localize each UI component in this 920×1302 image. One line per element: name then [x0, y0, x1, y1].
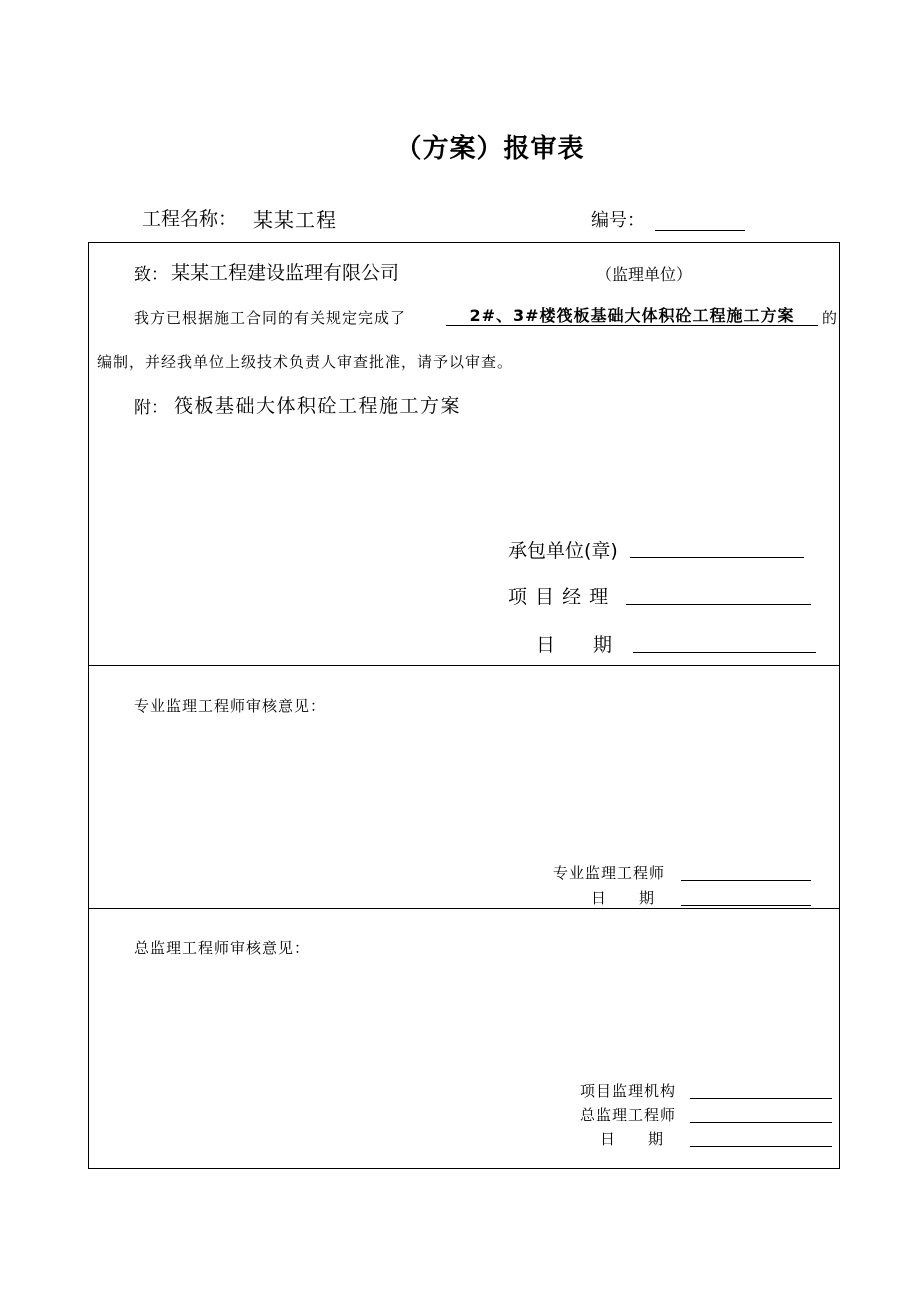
statement-text-start: 我方已根据施工合同的有关规定完成了: [134, 309, 407, 327]
section3-date-label: 日 期: [600, 1130, 665, 1148]
section1-date-label: 日 期: [536, 634, 613, 656]
project-name-label: 工程名称：: [142, 208, 238, 230]
project-manager-label: 项 目 经 理: [508, 586, 610, 608]
contractor-signature-field[interactable]: [630, 557, 804, 558]
statement-text-line2: 编制，并经我单位上级技术负责人审查批准，请予以审查。: [97, 353, 514, 371]
section2-date-field[interactable]: [681, 905, 811, 906]
section2-date-label: 日 期: [591, 889, 656, 907]
plan-name-field[interactable]: 2#、3#楼筏板基础大体积砼工程施工方案: [446, 303, 818, 326]
serial-number-label: 编号：: [591, 210, 645, 231]
chief-engineer-label: 总监理工程师: [580, 1106, 677, 1124]
supervision-org-label: 项目监理机构: [580, 1082, 677, 1100]
serial-number-field[interactable]: [655, 230, 745, 231]
section1-date-field[interactable]: [633, 652, 816, 653]
supervision-org-signature-field[interactable]: [690, 1098, 832, 1099]
attachment-value: 筏板基础大体积砼工程施工方案: [174, 395, 462, 417]
section-divider-1: [88, 665, 840, 666]
recipient-value: 某某工程建设监理有限公司: [171, 262, 400, 284]
chief-engineer-signature-field[interactable]: [690, 1122, 832, 1123]
attachment-label: 附：: [134, 398, 168, 418]
page-title: （方案）报审表: [395, 134, 585, 164]
contractor-label: 承包单位(章): [508, 540, 618, 562]
project-name-value: 某某工程: [253, 208, 337, 232]
statement-text-end: 的: [822, 309, 838, 327]
chief-opinion-label: 总监理工程师审核意见：: [134, 939, 311, 957]
specialist-opinion-label: 专业监理工程师审核意见：: [134, 697, 327, 715]
recipient-note: （监理单位）: [596, 265, 693, 284]
section3-date-field[interactable]: [690, 1146, 832, 1147]
recipient-label: 致：: [134, 265, 168, 285]
section-divider-2: [88, 908, 840, 909]
project-manager-signature-field[interactable]: [626, 604, 811, 605]
specialist-engineer-label: 专业监理工程师: [553, 864, 666, 882]
specialist-engineer-signature-field[interactable]: [681, 880, 811, 881]
